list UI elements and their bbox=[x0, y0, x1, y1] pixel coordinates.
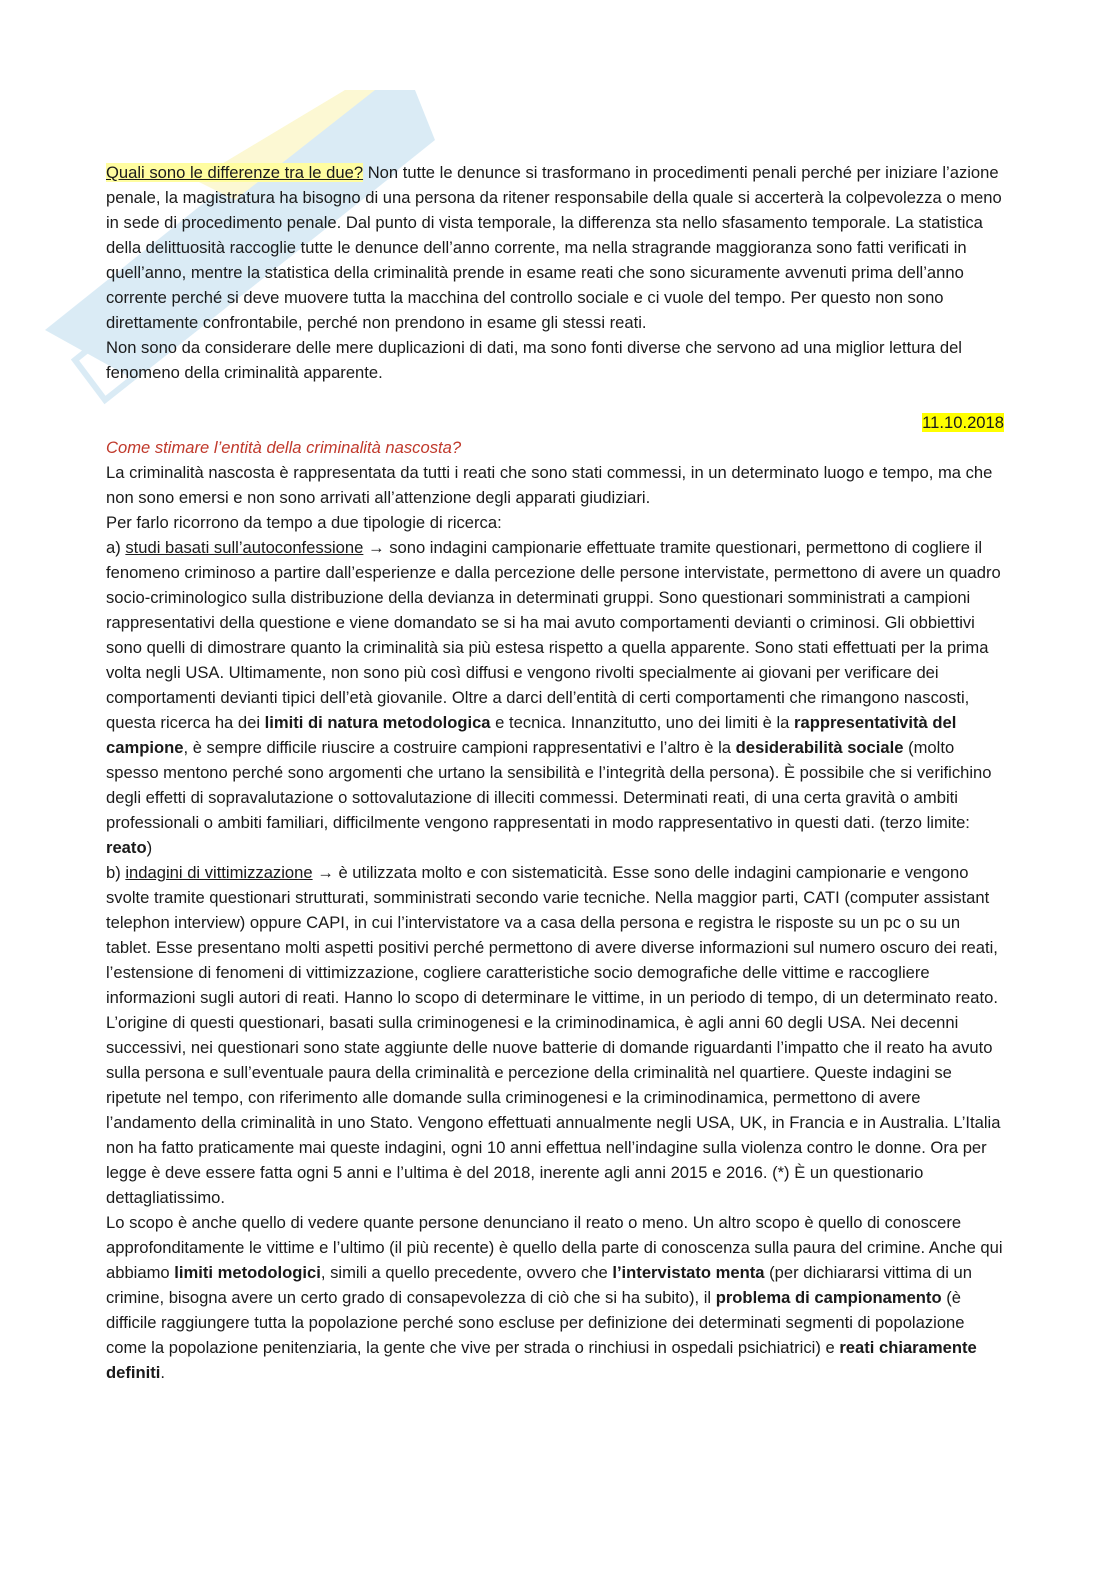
item-a-self-report: a) studi basati sull’autoconfessione → sono indagini campionarie effettuate tramite questionari, permettono di cogliere il fenomeno criminoso a partire dall’esperienze e dalla percezione delle persone intervistate, permettono di avere un quadro socio-criminologico sulla distribuzione della devianza in determinati gruppi. Sono questionari somministrati a campioni rappresentativi della questione e viene domandato se si ha mai avuto comportamenti devianti o criminosi. Gli obbiettivi sono quelli di dimostrare quanto la criminalità sia più estesa rispetto a quella apparente. Sono stati effettuati per la prima volta negli USA. Ultimamente, non sono più così diffusi e vengono rivolti specialmente ai giovani per verificare dei comportamenti devianti tipici dell’età giovanile. Oltre a darci dell’entità di certi comportamenti che rimangono nascosti, questa ricerca ha dei limiti di natura metodologica e tecnica. Innanzitutto, uno dei limiti è la rappresentatività del campione, è sempre difficile riuscire a costruire campioni rappresentativi e l’altro è la desiderabilità sociale (molto spesso mentono perché sono argomenti che urtano la sensibilità e l’integrità della persona). È possibile che si verifichino degli effetti di sopravalutazione o sottovalutazione di illeciti commessi. Determinati reati, di una certa gravità o ambiti professionali o ambiti familiari, difficilmente vengono rappresentati in modo rappresentativo in questi dati. (terzo limite: reato) bbox=[106, 538, 1001, 857]
paragraph-not-duplicates: Non sono da considerare delle mere duplicazioni di dati, ma sono fonti diverse che servono ad una miglior lettura del fenomeno della criminalità apparente. bbox=[106, 338, 962, 382]
section-title: Come stimare l’entità della criminalità nascosta? bbox=[106, 438, 462, 457]
term-self-report: studi basati sull’autoconfessione bbox=[125, 538, 364, 557]
arrow-icon: → bbox=[363, 538, 390, 557]
paragraph-hidden-crime: La criminalità nascosta è rappresentata da tutti i reati che sono stati commessi, in un determinato luogo e tempo, ma che non sono emersi e non sono arrivati all’attenzione degli apparati giudiziari. bbox=[106, 463, 993, 507]
date-label: 11.10.2018 bbox=[922, 413, 1004, 432]
paragraph-limits: Lo scopo è anche quello di vedere quante persone denunciano il reato o meno. Un altro scopo è quello di conoscere approfonditamente le vittime e l’ultimo (il più recente) è quello della parte di conoscenza sulla paura del crimine. Anche qui abbiamo limiti metodologici, simili a quello precedente, ovvero che l’intervistato menta (per dichiararsi vittima di un crimine, bisogna avere un certo grado di consapevolezza di ciò che si ha subito), il problema di campionamento (è difficile raggiungere tutta la popolazione perché sono escluse per definizione dei determinati segmenti di popolazione come la popolazione penitenziaria, la gente che vive per strada o rinchiusi in ospedali psichiatrici) e reati chiaramente definiti. bbox=[106, 1213, 1003, 1382]
item-b-victimization: b) indagini di vittimizzazione → è utilizzata molto e con sistematicità. Esse sono delle indagini campionarie e vengono svolte tramite questionari strutturati, somministrati secondo varie tecniche. Nella maggior parti, CATI (computer assistant telephon interview) oppure CAPI, in cui l’intervistatore va a casa della persona e registra le risposte su un pc o su un tablet. Esse presentano molti aspetti positivi perché permettono di avere diverse informazioni sul numero oscuro dei reati, l’estensione di fenomeni di vittimizzazione, cogliere caratteristiche socio demografiche delle vittime e raccogliere informazioni sugli autori di reati. Hanno lo scopo di determinare le vittime, in un periodo di tempo, di un determinato reato. L’origine di questi questionari, basati sulla criminogenesi e la criminodinamica, è agli anni 60 degli USA. Nei decenni successivi, nei questionari sono state aggiunte delle nuove batterie di domande riguardanti l’impatto che il reato ha avuto sulla persona e sull’eventuale paura della criminalità e percezione della criminalità nel quartiere. Queste indagini se ripetute nel tempo, con riferimento alle domande sulla criminogenesi e la criminodinamica, permettono di avere l’andamento della criminalità in uno Stato. Vengono effettuati annualmente negli USA, UK, in Francia e in Australia. L’Italia non ha fatto praticamente mai queste indagini, ogni 10 anni effettua nell’indagine sulla violenza contro le donne. Ora per legge è deve essere fatta ogni 5 anni e l’ultima è del 2018, inerente agli anni 2015 e 2016. (*) È un questionario dettagliatissimo. bbox=[106, 863, 1001, 1207]
question-link: Quali sono le differenze tra le due? bbox=[106, 163, 364, 182]
term-victimization: indagini di vittimizzazione bbox=[125, 863, 313, 882]
paragraph-differences: Quali sono le differenze tra le due? Non tutte le denunce si trasformano in procedimenti penali perché per iniziare l’azione penale, la magistratura ha bisogno di una persona da ritener responsabile della quale si accerterà la colpevolezza o meno in sede di procedimento penale. Dal punto di vista temporale, la differenza sta nello sfasamento temporale. La statistica della delittuosità raccoglie tutte le denunce dell’anno corrente, ma nella stragrande maggioranza sono fatti verificati in quell’anno, mentre la statistica della criminalità prende in esame reati che sono sicuramente avvenuti prima dell’anno corrente perché si deve muovere tutta la macchina del controllo sociale e ci vuole del tempo. Per questo non sono direttamente confrontabile, perché non prendono in esame gli stessi reati. bbox=[106, 163, 1002, 332]
date-row bbox=[106, 410, 1004, 435]
arrow-icon: → bbox=[312, 863, 339, 882]
paragraph-research-types: Per farlo ricorrono da tempo a due tipologie di ricerca: bbox=[106, 513, 502, 532]
document-page bbox=[106, 160, 1004, 1385]
